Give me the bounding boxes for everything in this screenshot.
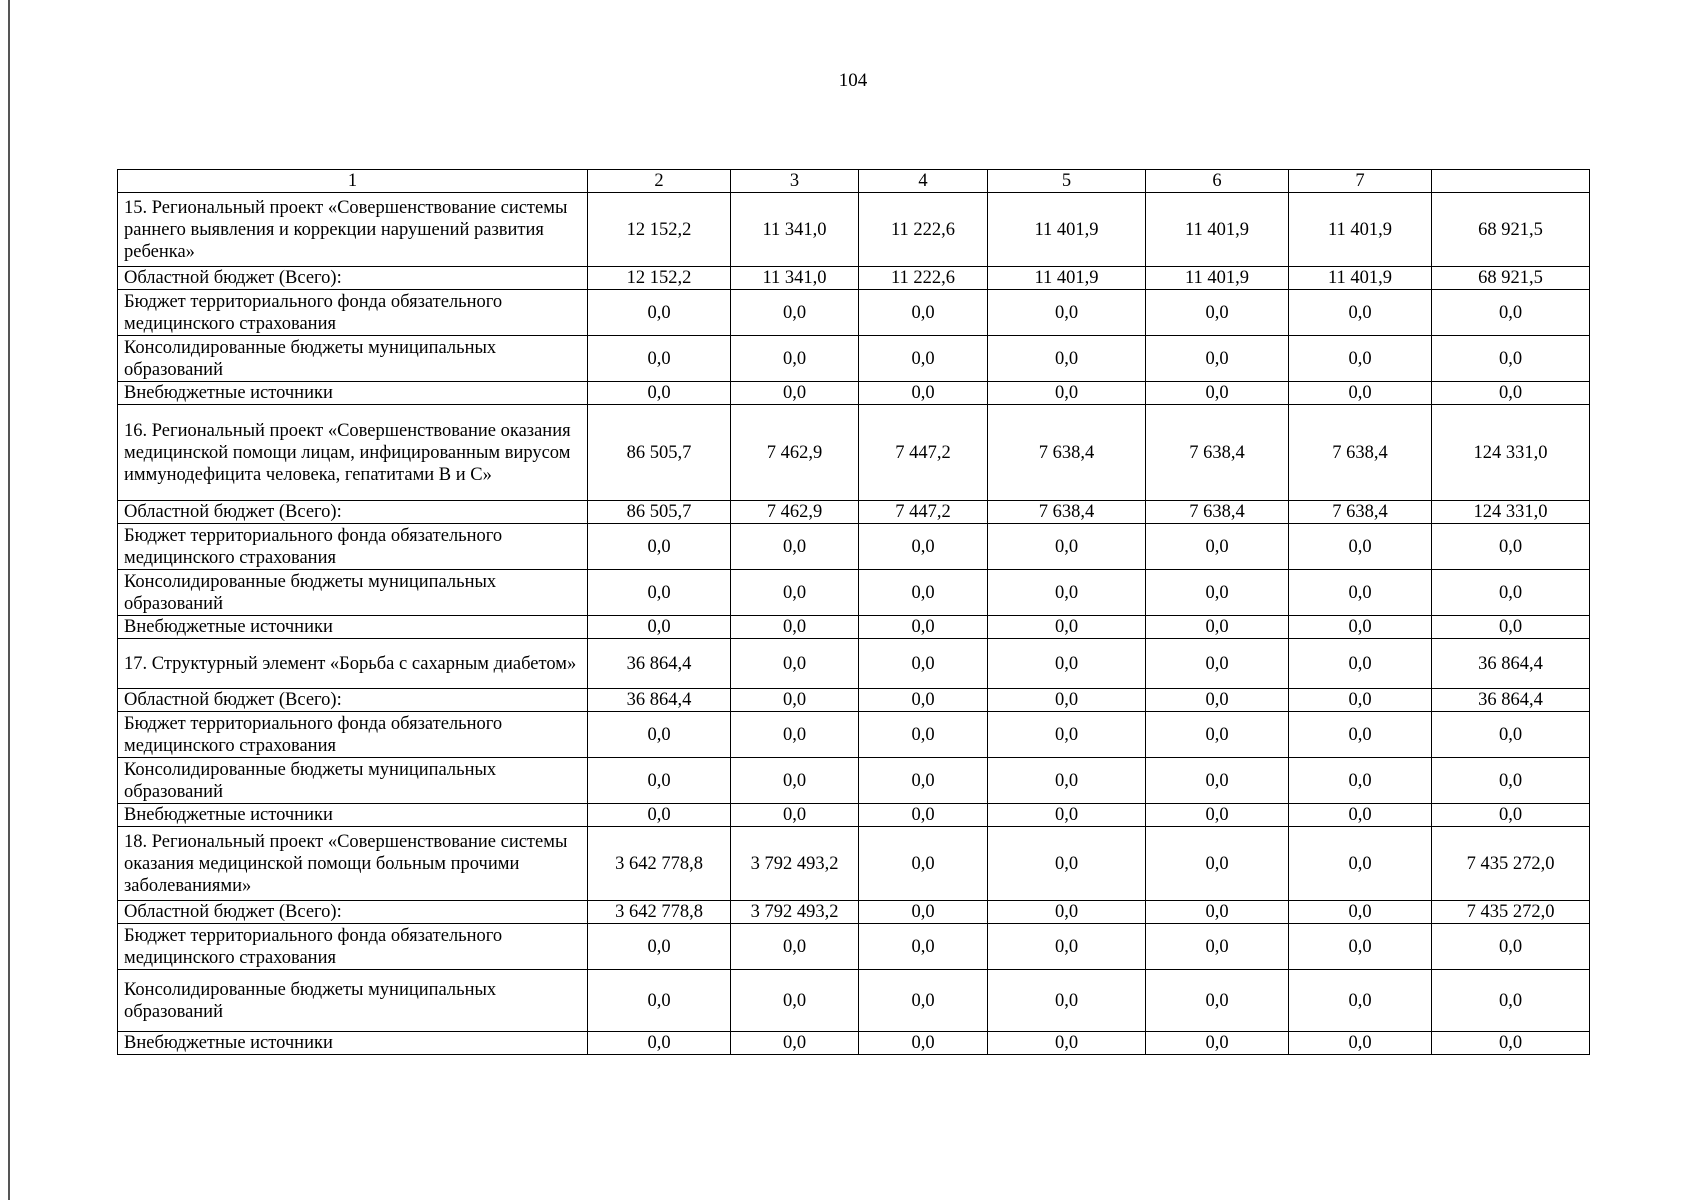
project-title: 18. Региональный проект «Совершенствование системы оказания медицинской помощи больным прочими заболеваниями» bbox=[118, 827, 588, 901]
row-label: Областной бюджет (Всего): bbox=[118, 501, 588, 524]
table-cell: 0,0 bbox=[859, 758, 988, 804]
table-cell: 0,0 bbox=[988, 570, 1146, 616]
table-cell: 11 222,6 bbox=[859, 267, 988, 290]
table-cell: 124 331,0 bbox=[1432, 501, 1590, 524]
project-row bbox=[118, 405, 1590, 501]
table-cell: 0,0 bbox=[988, 524, 1146, 570]
column-header: 3 bbox=[731, 170, 859, 193]
table-cell: 0,0 bbox=[988, 382, 1146, 405]
column-header: 1 bbox=[118, 170, 588, 193]
table-cell: 0,0 bbox=[1289, 524, 1432, 570]
table-row bbox=[118, 524, 1590, 570]
table-cell: 0,0 bbox=[731, 758, 859, 804]
table-cell: 0,0 bbox=[588, 924, 731, 970]
table-cell: 11 401,9 bbox=[1289, 267, 1432, 290]
table-cell: 36 864,4 bbox=[1432, 689, 1590, 712]
table-cell: 0,0 bbox=[588, 712, 731, 758]
table-cell: 7 638,4 bbox=[1146, 405, 1289, 501]
table-cell: 0,0 bbox=[1289, 570, 1432, 616]
table-cell: 0,0 bbox=[1289, 970, 1432, 1032]
table-cell: 0,0 bbox=[988, 616, 1146, 639]
row-label: Бюджет территориального фонда обязательного медицинского страхования bbox=[118, 712, 588, 758]
table-cell: 0,0 bbox=[859, 570, 988, 616]
table-cell: 11 401,9 bbox=[1289, 193, 1432, 267]
table-cell: 0,0 bbox=[588, 616, 731, 639]
table-cell: 0,0 bbox=[1289, 689, 1432, 712]
budget-table bbox=[117, 169, 1590, 1055]
table-cell: 0,0 bbox=[1146, 804, 1289, 827]
table-cell: 0,0 bbox=[988, 827, 1146, 901]
table-cell: 0,0 bbox=[859, 290, 988, 336]
table-cell: 0,0 bbox=[588, 758, 731, 804]
row-label: Консолидированные бюджеты муниципальных образований bbox=[118, 758, 588, 804]
table-cell: 11 401,9 bbox=[1146, 267, 1289, 290]
table-cell: 0,0 bbox=[1432, 758, 1590, 804]
table-cell: 0,0 bbox=[859, 924, 988, 970]
table-cell: 0,0 bbox=[1289, 924, 1432, 970]
row-label: Внебюджетные источники bbox=[118, 804, 588, 827]
table-row bbox=[118, 712, 1590, 758]
table-cell: 11 401,9 bbox=[988, 267, 1146, 290]
table-cell: 0,0 bbox=[588, 382, 731, 405]
table-cell: 7 447,2 bbox=[859, 405, 988, 501]
table-cell: 0,0 bbox=[1289, 639, 1432, 689]
table-row bbox=[118, 501, 1590, 524]
table-cell: 0,0 bbox=[1289, 382, 1432, 405]
table-cell: 0,0 bbox=[1289, 290, 1432, 336]
column-header bbox=[1432, 170, 1590, 193]
row-label: Бюджет территориального фонда обязательного медицинского страхования bbox=[118, 924, 588, 970]
table-row bbox=[118, 901, 1590, 924]
table-row bbox=[118, 804, 1590, 827]
project-title: 16. Региональный проект «Совершенствование оказания медицинской помощи лицам, инфицированным вирусом иммунодефицита человека, гепатитами В и С» bbox=[118, 405, 588, 501]
column-header: 4 bbox=[859, 170, 988, 193]
table-cell: 0,0 bbox=[1432, 524, 1590, 570]
table-cell: 0,0 bbox=[588, 804, 731, 827]
table-cell: 11 222,6 bbox=[859, 193, 988, 267]
table-cell: 0,0 bbox=[859, 689, 988, 712]
row-label: Бюджет территориального фонда обязательного медицинского страхования bbox=[118, 524, 588, 570]
table-cell: 0,0 bbox=[988, 290, 1146, 336]
table-cell: 68 921,5 bbox=[1432, 193, 1590, 267]
table-cell: 0,0 bbox=[859, 901, 988, 924]
table-cell: 7 462,9 bbox=[731, 405, 859, 501]
row-label: Областной бюджет (Всего): bbox=[118, 901, 588, 924]
table-cell: 0,0 bbox=[731, 524, 859, 570]
table-row bbox=[118, 336, 1590, 382]
table-cell: 0,0 bbox=[1146, 1032, 1289, 1055]
table-cell: 0,0 bbox=[731, 336, 859, 382]
table-cell: 36 864,4 bbox=[1432, 639, 1590, 689]
table-cell: 0,0 bbox=[1289, 616, 1432, 639]
table-cell: 0,0 bbox=[1432, 970, 1590, 1032]
row-label: Внебюджетные источники bbox=[118, 382, 588, 405]
table-cell: 7 435 272,0 bbox=[1432, 827, 1590, 901]
table-cell: 0,0 bbox=[731, 639, 859, 689]
row-label: Областной бюджет (Всего): bbox=[118, 689, 588, 712]
table-cell: 7 435 272,0 bbox=[1432, 901, 1590, 924]
row-label: Консолидированные бюджеты муниципальных образований bbox=[118, 970, 588, 1032]
table-cell: 0,0 bbox=[588, 524, 731, 570]
table-cell: 0,0 bbox=[859, 712, 988, 758]
table-cell: 0,0 bbox=[1289, 827, 1432, 901]
table-cell: 86 505,7 bbox=[588, 501, 731, 524]
table-cell: 0,0 bbox=[1146, 712, 1289, 758]
table-cell: 0,0 bbox=[988, 804, 1146, 827]
table-cell: 0,0 bbox=[1146, 290, 1289, 336]
table-cell: 0,0 bbox=[1146, 382, 1289, 405]
table-cell: 0,0 bbox=[988, 639, 1146, 689]
table-cell: 124 331,0 bbox=[1432, 405, 1590, 501]
table-cell: 0,0 bbox=[1432, 1032, 1590, 1055]
table-cell: 0,0 bbox=[1146, 827, 1289, 901]
table-cell: 0,0 bbox=[859, 382, 988, 405]
row-label: Областной бюджет (Всего): bbox=[118, 267, 588, 290]
table-row bbox=[118, 267, 1590, 290]
table-cell: 0,0 bbox=[1432, 804, 1590, 827]
table-cell: 0,0 bbox=[1432, 570, 1590, 616]
table-cell: 0,0 bbox=[988, 1032, 1146, 1055]
table-cell: 0,0 bbox=[1432, 616, 1590, 639]
table-cell: 0,0 bbox=[988, 970, 1146, 1032]
project-row bbox=[118, 193, 1590, 267]
table-cell: 0,0 bbox=[1146, 616, 1289, 639]
table-cell: 11 401,9 bbox=[988, 193, 1146, 267]
table-row bbox=[118, 970, 1590, 1032]
table-cell: 7 638,4 bbox=[1289, 405, 1432, 501]
table-cell: 0,0 bbox=[1432, 336, 1590, 382]
table-header-row bbox=[118, 170, 1590, 193]
table-row bbox=[118, 924, 1590, 970]
table-cell: 0,0 bbox=[859, 804, 988, 827]
table-cell: 0,0 bbox=[731, 570, 859, 616]
table-cell: 0,0 bbox=[731, 1032, 859, 1055]
table-cell: 0,0 bbox=[1146, 689, 1289, 712]
column-header: 5 bbox=[988, 170, 1146, 193]
table-cell: 0,0 bbox=[1146, 970, 1289, 1032]
table-cell: 0,0 bbox=[588, 336, 731, 382]
table-cell: 0,0 bbox=[859, 336, 988, 382]
table-cell: 0,0 bbox=[731, 804, 859, 827]
table-cell: 0,0 bbox=[988, 689, 1146, 712]
table-cell: 3 642 778,8 bbox=[588, 901, 731, 924]
table-cell: 0,0 bbox=[731, 689, 859, 712]
table-cell: 7 638,4 bbox=[1146, 501, 1289, 524]
table-cell: 7 638,4 bbox=[1289, 501, 1432, 524]
table-cell: 0,0 bbox=[588, 290, 731, 336]
project-row bbox=[118, 639, 1590, 689]
table-cell: 0,0 bbox=[1146, 524, 1289, 570]
table-cell: 0,0 bbox=[859, 970, 988, 1032]
table-cell: 0,0 bbox=[859, 524, 988, 570]
table-cell: 0,0 bbox=[988, 712, 1146, 758]
table-cell: 0,0 bbox=[859, 639, 988, 689]
table-cell: 7 447,2 bbox=[859, 501, 988, 524]
row-label: Консолидированные бюджеты муниципальных образований bbox=[118, 336, 588, 382]
row-label: Внебюджетные источники bbox=[118, 1032, 588, 1055]
table-cell: 0,0 bbox=[1289, 758, 1432, 804]
table-cell: 0,0 bbox=[1289, 336, 1432, 382]
table-cell: 0,0 bbox=[731, 382, 859, 405]
table-cell: 0,0 bbox=[731, 712, 859, 758]
table-cell: 3 642 778,8 bbox=[588, 827, 731, 901]
table-cell: 0,0 bbox=[859, 1032, 988, 1055]
table-cell: 3 792 493,2 bbox=[731, 827, 859, 901]
table-cell: 0,0 bbox=[1146, 336, 1289, 382]
column-header: 6 bbox=[1146, 170, 1289, 193]
table-cell: 0,0 bbox=[1289, 712, 1432, 758]
table-row bbox=[118, 382, 1590, 405]
table-cell: 0,0 bbox=[588, 570, 731, 616]
row-label: Бюджет территориального фонда обязательного медицинского страхования bbox=[118, 290, 588, 336]
project-title: 15. Региональный проект «Совершенствование системы раннего выявления и коррекции нарушений развития ребенка» bbox=[118, 193, 588, 267]
table-cell: 0,0 bbox=[988, 901, 1146, 924]
project-row bbox=[118, 827, 1590, 901]
table-cell: 11 401,9 bbox=[1146, 193, 1289, 267]
row-label: Внебюджетные источники bbox=[118, 616, 588, 639]
table-cell: 0,0 bbox=[1432, 924, 1590, 970]
column-header: 2 bbox=[588, 170, 731, 193]
table-cell: 36 864,4 bbox=[588, 639, 731, 689]
table-cell: 68 921,5 bbox=[1432, 267, 1590, 290]
table-cell: 0,0 bbox=[1432, 712, 1590, 758]
table-cell: 0,0 bbox=[1432, 290, 1590, 336]
table-cell: 0,0 bbox=[731, 970, 859, 1032]
table-row bbox=[118, 758, 1590, 804]
table-cell: 0,0 bbox=[1289, 804, 1432, 827]
table-row bbox=[118, 689, 1590, 712]
table-cell: 36 864,4 bbox=[588, 689, 731, 712]
table-cell: 0,0 bbox=[731, 616, 859, 639]
table-cell: 3 792 493,2 bbox=[731, 901, 859, 924]
row-label: Консолидированные бюджеты муниципальных образований bbox=[118, 570, 588, 616]
table-cell: 0,0 bbox=[731, 924, 859, 970]
table-cell: 7 638,4 bbox=[988, 501, 1146, 524]
table-row bbox=[118, 290, 1590, 336]
table-row bbox=[118, 616, 1590, 639]
table-cell: 11 341,0 bbox=[731, 267, 859, 290]
table-cell: 0,0 bbox=[588, 1032, 731, 1055]
table-cell: 12 152,2 bbox=[588, 267, 731, 290]
table-cell: 0,0 bbox=[1289, 901, 1432, 924]
table-cell: 11 341,0 bbox=[731, 193, 859, 267]
table-cell: 86 505,7 bbox=[588, 405, 731, 501]
table-cell: 0,0 bbox=[1146, 570, 1289, 616]
table-cell: 0,0 bbox=[1432, 382, 1590, 405]
table-cell: 0,0 bbox=[731, 290, 859, 336]
table-cell: 0,0 bbox=[588, 970, 731, 1032]
scan-edge-line bbox=[8, 0, 10, 1200]
table-cell: 0,0 bbox=[859, 827, 988, 901]
table-cell: 0,0 bbox=[1146, 901, 1289, 924]
table-row bbox=[118, 570, 1590, 616]
project-title: 17. Структурный элемент «Борьба с сахарным диабетом» bbox=[118, 639, 588, 689]
table-cell: 0,0 bbox=[1146, 639, 1289, 689]
table-cell: 0,0 bbox=[1146, 758, 1289, 804]
table-cell: 12 152,2 bbox=[588, 193, 731, 267]
table-cell: 7 462,9 bbox=[731, 501, 859, 524]
table-cell: 0,0 bbox=[988, 758, 1146, 804]
page-number: 104 bbox=[838, 70, 868, 91]
table-cell: 0,0 bbox=[859, 616, 988, 639]
table-cell: 7 638,4 bbox=[988, 405, 1146, 501]
table-cell: 0,0 bbox=[1146, 924, 1289, 970]
column-header: 7 bbox=[1289, 170, 1432, 193]
table-cell: 0,0 bbox=[988, 924, 1146, 970]
table-cell: 0,0 bbox=[1289, 1032, 1432, 1055]
table-cell: 0,0 bbox=[988, 336, 1146, 382]
table-row bbox=[118, 1032, 1590, 1055]
